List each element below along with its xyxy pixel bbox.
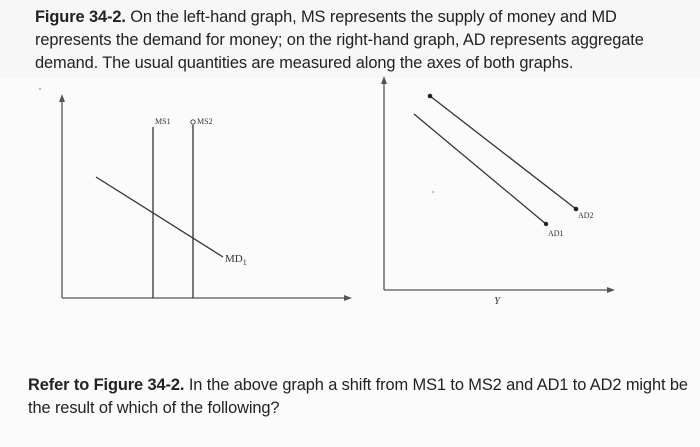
md1-label-subscript: 1 [242,258,247,267]
right-x-axis-label: Y [494,295,501,307]
md1-curve [96,177,223,257]
ms2-endpoint [191,120,195,124]
right-x-axis-arrow [607,287,615,293]
ms2-label: MS2 [197,117,213,126]
ad2-label: AD2 [578,211,594,220]
caption-figure-label: Figure 34-2. [35,8,126,26]
stray-dot [432,191,434,193]
md1-label [225,253,247,267]
left-graph [59,94,352,301]
ad1-endpoint [544,222,548,226]
ad2-start-point [428,94,433,99]
left-y-axis-arrow [59,94,65,102]
ms1-label: MS1 [155,117,171,126]
ad2-curve [430,96,576,209]
md1-label-main: MD [225,253,243,265]
question-body: In the above graph a shift from MS1 to MS2 and AD1 to AD2 might be the result of which of the following? [28,376,688,417]
right-y-axis-arrow [381,76,387,84]
caption-text: On the left-hand graph, MS represents the supply of money and MD represents the demand for money; on the right-hand graph, AD represents aggregate demand. The usual quantities are measured along the axes of both graphs. [35,8,644,72]
right-graph [381,76,615,307]
ad1-label: AD1 [548,229,564,238]
stray-dot-left [39,88,41,90]
question-figure-label: Refer to Figure 34-2. [28,376,185,394]
left-x-axis-arrow [344,295,352,301]
ad1-curve [414,114,546,224]
question-text [28,374,688,420]
